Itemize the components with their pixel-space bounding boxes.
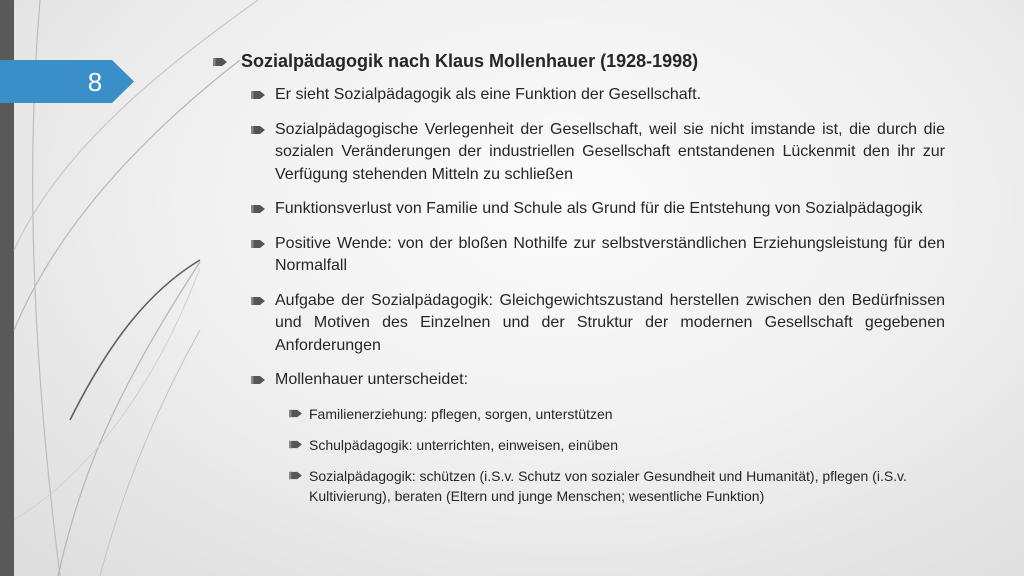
list-item-text: Er sieht Sozialpädagogik als eine Funktion der Gesellschaft. <box>275 86 702 103</box>
pencil-icon <box>251 203 265 215</box>
sub-list-item <box>289 466 945 506</box>
pencil-icon <box>251 374 265 386</box>
list-item-text: Aufgabe der Sozialpädagogik: Gleichgewichtszustand herstellen zwischen den Bedürfnissen und Motiven des Einzelnen und der Struktur der modernen Gesellschaft gegebenen Anforderungen <box>275 291 945 354</box>
list-item <box>251 84 945 107</box>
list-item <box>251 233 945 278</box>
pencil-icon <box>289 470 302 481</box>
pencil-icon <box>289 439 302 450</box>
list-item-text: Positive Wende: von der bloßen Nothilfe zur selbstverständlichen Erziehungsleistung für den Normalfall <box>275 234 945 274</box>
sub-list-item-text: Familienerziehung: pflegen, sorgen, unterstützen <box>309 405 613 422</box>
list-item <box>251 369 945 392</box>
page-number: 8 <box>87 67 103 97</box>
sub-list-item-text: Sozialpädagogik: schützen (i.S.v. Schutz von sozialer Gesundheit und Humanität), pflegen (i.S.v. Kultivierung), beraten (Eltern und junge Menschen; wesentliche Funktion) <box>309 467 907 504</box>
list-item <box>251 290 945 358</box>
pencil-icon <box>251 124 265 136</box>
list-item <box>251 198 945 221</box>
list-item-text: Sozialpädagogische Verlegenheit der Gesellschaft, weil sie nicht imstande ist, die durch die sozialen Veränderungen der industriellen Gesellschaft entstandenen Lückenmit den ihr zur Verfügung stehenden Mitteln zu schließen <box>275 120 945 183</box>
pencil-icon <box>251 89 265 101</box>
sub-list-item <box>289 435 945 455</box>
slide-content <box>213 50 945 517</box>
sub-list-item-text: Schulpädagogik: unterrichten, einweisen, einüben <box>309 436 618 453</box>
list-item <box>251 119 945 187</box>
pencil-icon <box>213 56 227 68</box>
list-item-text: Funktionsverlust von Familie und Schule als Grund für die Entstehung von Sozialpädagogik <box>275 200 923 217</box>
slide-heading <box>213 50 945 73</box>
pencil-icon <box>251 295 265 307</box>
heading-text: Sozialpädagogik nach Klaus Mollenhauer (1928-1998) <box>241 51 699 71</box>
list-item-text: Mollenhauer unterscheidet: <box>275 371 469 388</box>
pencil-icon <box>289 408 302 419</box>
sub-list-item <box>289 404 945 424</box>
pencil-icon <box>251 238 265 250</box>
